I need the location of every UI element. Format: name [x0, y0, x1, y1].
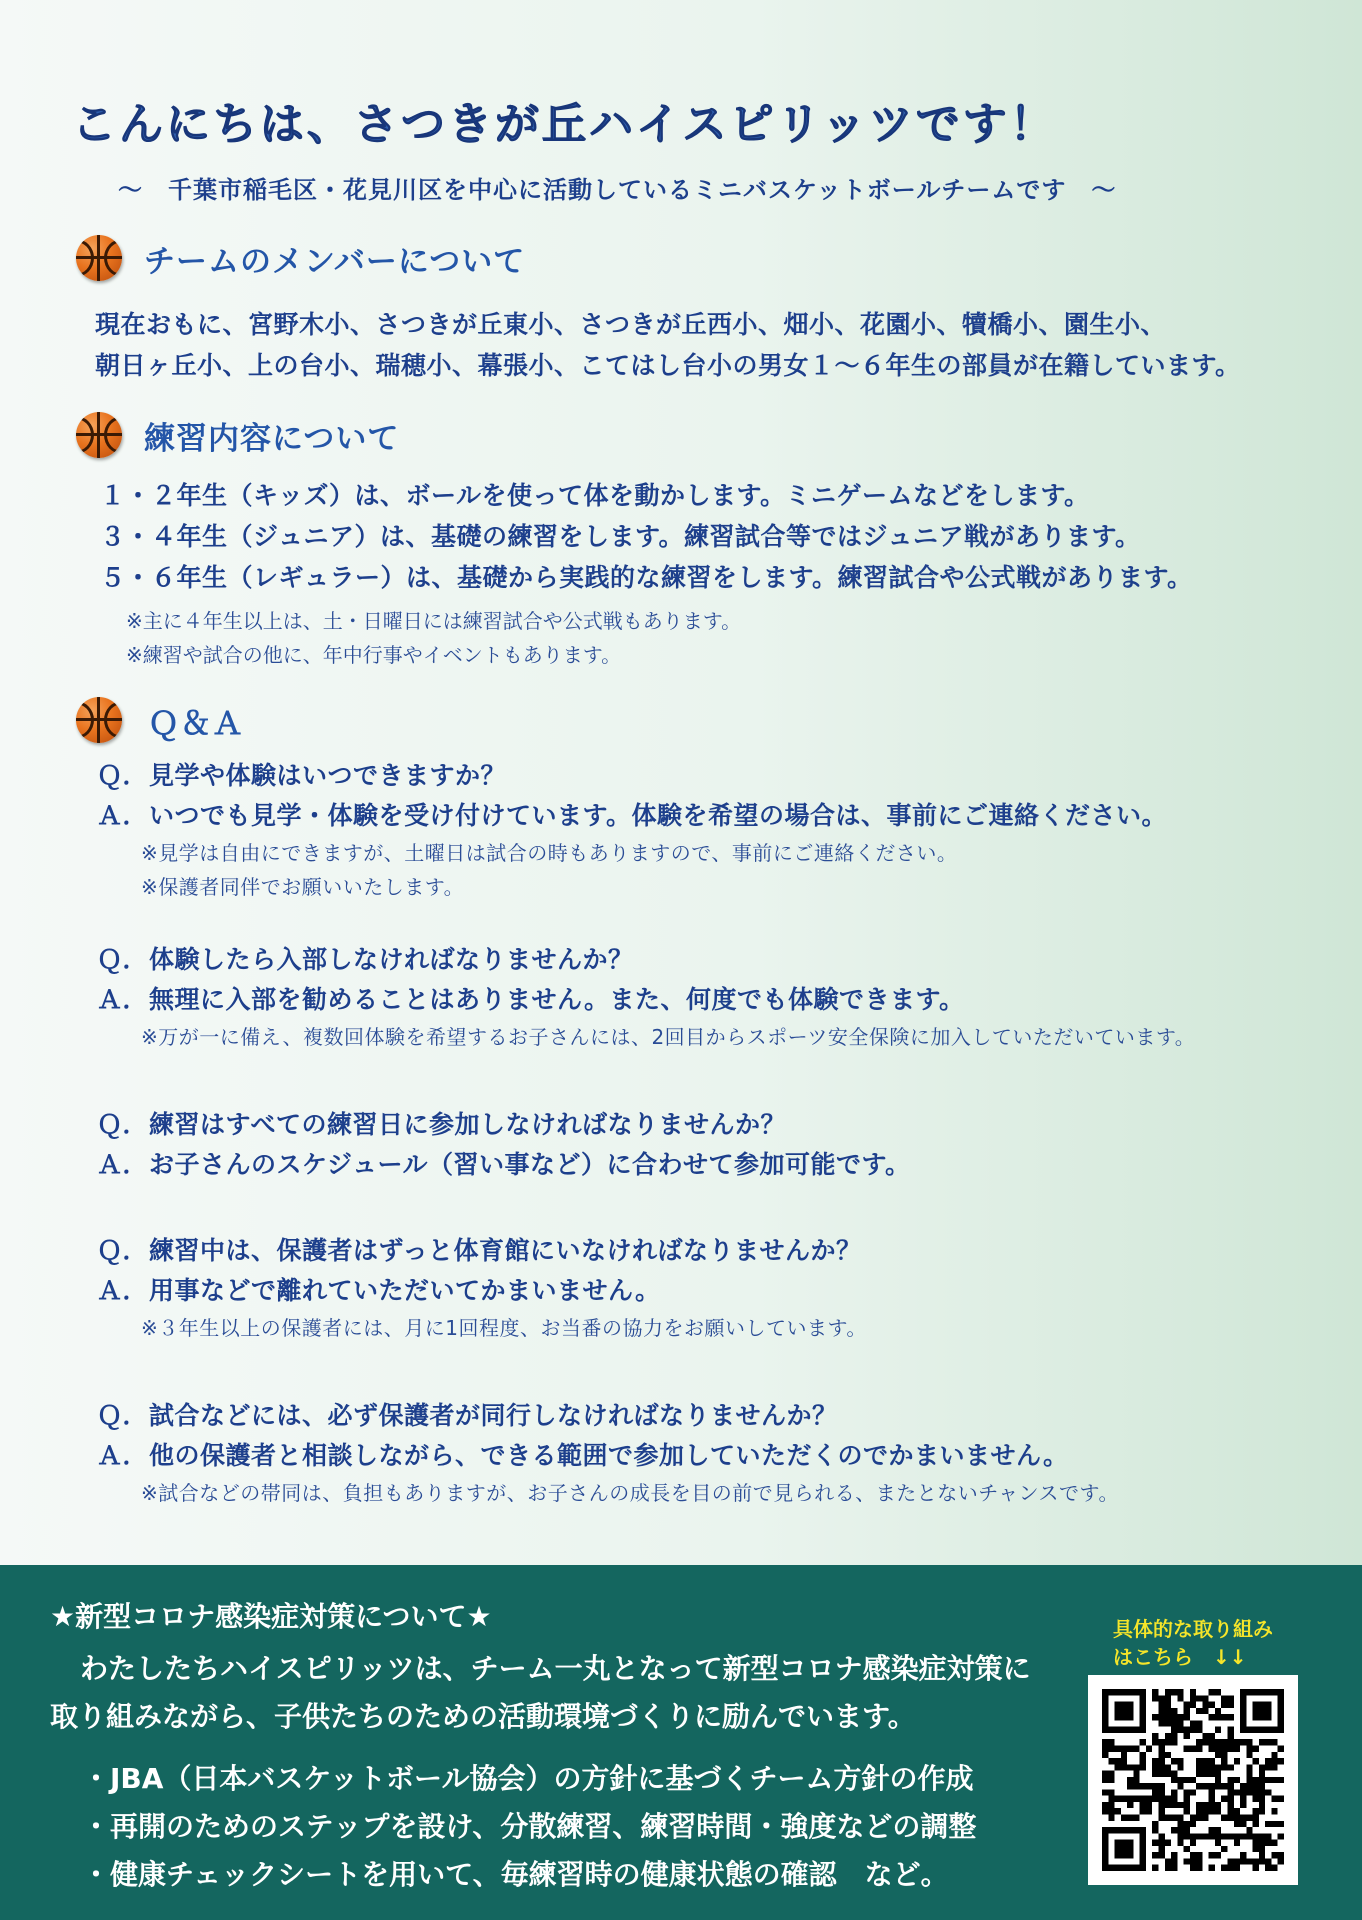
basketball-icon — [76, 235, 122, 281]
a-mark: Ａ． — [97, 1150, 149, 1179]
qa-heading: Ｑ＆Ａ — [148, 705, 244, 742]
qa-item — [97, 1105, 911, 1185]
qa-answer: 無理に入部を勧めることはありません。また、何度でも体験できます。 — [149, 985, 965, 1014]
qr-code[interactable] — [1088, 1675, 1298, 1885]
page-subtitle: ～ 千葉市稲毛区・花見川区を中心に活動しているミニバスケットボールチームです ～ — [118, 176, 1117, 204]
q-mark: Ｑ． — [97, 761, 149, 790]
qr-code-graphic — [1102, 1689, 1284, 1871]
practice-line: ３・４年生（ジュニア）は、基礎の練習をします。練習試合等ではジュニア戦があります。 — [100, 522, 1141, 551]
q-mark: Ｑ． — [97, 1236, 149, 1265]
basketball-icon — [76, 412, 122, 458]
practice-paragraph — [100, 475, 1193, 598]
a-mark: Ａ． — [97, 1276, 149, 1305]
members-heading: チームのメンバーについて — [144, 243, 526, 280]
qr-caption — [1113, 1615, 1273, 1671]
members-section-heading — [76, 235, 525, 281]
qa-note: ※万が一に備え、複数回体験を希望するお子さんには、2回目からスポーツ安全保険に加入していただいています。 — [141, 1025, 1196, 1049]
members-line: 朝日ヶ丘小、上の台小、瑞穂小、幕張小、こてはし台小の男女１～６年生の部員が在籍しています。 — [95, 351, 1241, 380]
qa-note: ※見学は自由にできますが、土曜日は試合の時もありますので、事前にご連絡ください。 — [141, 841, 958, 865]
qa-item — [97, 940, 1195, 1054]
covid-title: ★新型コロナ感染症対策について★ — [50, 1600, 492, 1633]
qa-question: 練習はすべての練習日に参加しなければなりませんか？ — [149, 1110, 787, 1139]
q-mark: Ｑ． — [97, 945, 149, 974]
qr-caption-line: 具体的な取り組み — [1113, 1617, 1273, 1641]
q-mark: Ｑ． — [97, 1110, 149, 1139]
a-mark: Ａ． — [97, 1441, 149, 1470]
covid-body — [50, 1645, 1060, 1741]
qa-note: ※３年生以上の保護者には、月に1回程度、お当番の協力をお願いしています。 — [141, 1316, 867, 1340]
qa-answer: お子さんのスケジュール（習い事など）に合わせて参加可能です。 — [149, 1150, 911, 1179]
practice-notes — [126, 604, 741, 672]
covid-measures-footer — [0, 1565, 1362, 1920]
qa-item — [97, 1231, 867, 1345]
covid-body-line: わたしたちハイスピリッツは、チーム一丸となって新型コロナ感染症対策に — [80, 1652, 1031, 1685]
qa-note: ※保護者同伴でお願いいたします。 — [141, 875, 465, 899]
a-mark: Ａ． — [97, 801, 149, 830]
practice-line: ５・６年生（レギュラー）は、基礎から実践的な練習をします。練習試合や公式戦があります。 — [100, 563, 1193, 592]
covid-measure-item: ・JBA（日本バスケットボール協会）の方針に基づくチーム方針の作成 — [82, 1762, 974, 1795]
practice-section-heading — [76, 412, 399, 458]
page-title: こんにちは、さつきが丘ハイスピリッツです！ — [72, 99, 1057, 150]
practice-note: ※練習や試合の他に、年中行事やイベントもあります。 — [126, 643, 622, 667]
a-mark: Ａ． — [97, 985, 149, 1014]
qa-answer: いつでも見学・体験を受け付けています。体験を希望の場合は、事前にご連絡ください。 — [149, 801, 1168, 830]
practice-line: １・２年生（キッズ）は、ボールを使って体を動かします。ミニゲームなどをします。 — [100, 481, 1090, 510]
qa-question: 見学や体験はいつできますか？ — [149, 761, 507, 790]
practice-heading: 練習内容について — [144, 420, 400, 457]
covid-body-line: 取り組みながら、子供たちのための活動環境づくりに励んでいます。 — [50, 1700, 916, 1733]
members-paragraph — [95, 304, 1241, 386]
q-mark: Ｑ． — [97, 1401, 149, 1430]
covid-measure-item: ・健康チェックシートを用いて、毎練習時の健康状態の確認 など。 — [82, 1858, 949, 1891]
covid-measures-list — [82, 1755, 976, 1899]
qa-answer: 用事などで離れていただいてかまいません。 — [149, 1276, 661, 1305]
covid-measure-item: ・再開のためのステップを設け、分散練習、練習時間・強度などの調整 — [82, 1810, 977, 1843]
qr-caption-line: はこちら ↓↓ — [1113, 1645, 1247, 1669]
qa-note: ※試合などの帯同は、負担もありますが、お子さんの成長を目の前で見られる、またとないチャンスです。 — [141, 1481, 1119, 1505]
basketball-icon — [76, 697, 122, 743]
qa-item — [97, 1396, 1119, 1510]
qa-question: 体験したら入部しなければなりませんか？ — [149, 945, 634, 974]
qa-section-heading — [76, 697, 244, 743]
qa-answer: 他の保護者と相談しながら、できる範囲で参加していただくのでかまいません。 — [149, 1441, 1069, 1470]
qa-item — [97, 756, 1167, 904]
qa-question: 練習中は、保護者はずっと体育館にいなければなりませんか？ — [149, 1236, 862, 1265]
qa-question: 試合などには、必ず保護者が同行しなければなりませんか？ — [149, 1401, 838, 1430]
members-line: 現在おもに、宮野木小、さつきが丘東小、さつきが丘西小、畑小、花園小、犢橋小、園生小、 — [95, 310, 1167, 339]
practice-note: ※主に４年生以上は、土・日曜日には練習試合や公式戦もあります。 — [126, 609, 742, 633]
